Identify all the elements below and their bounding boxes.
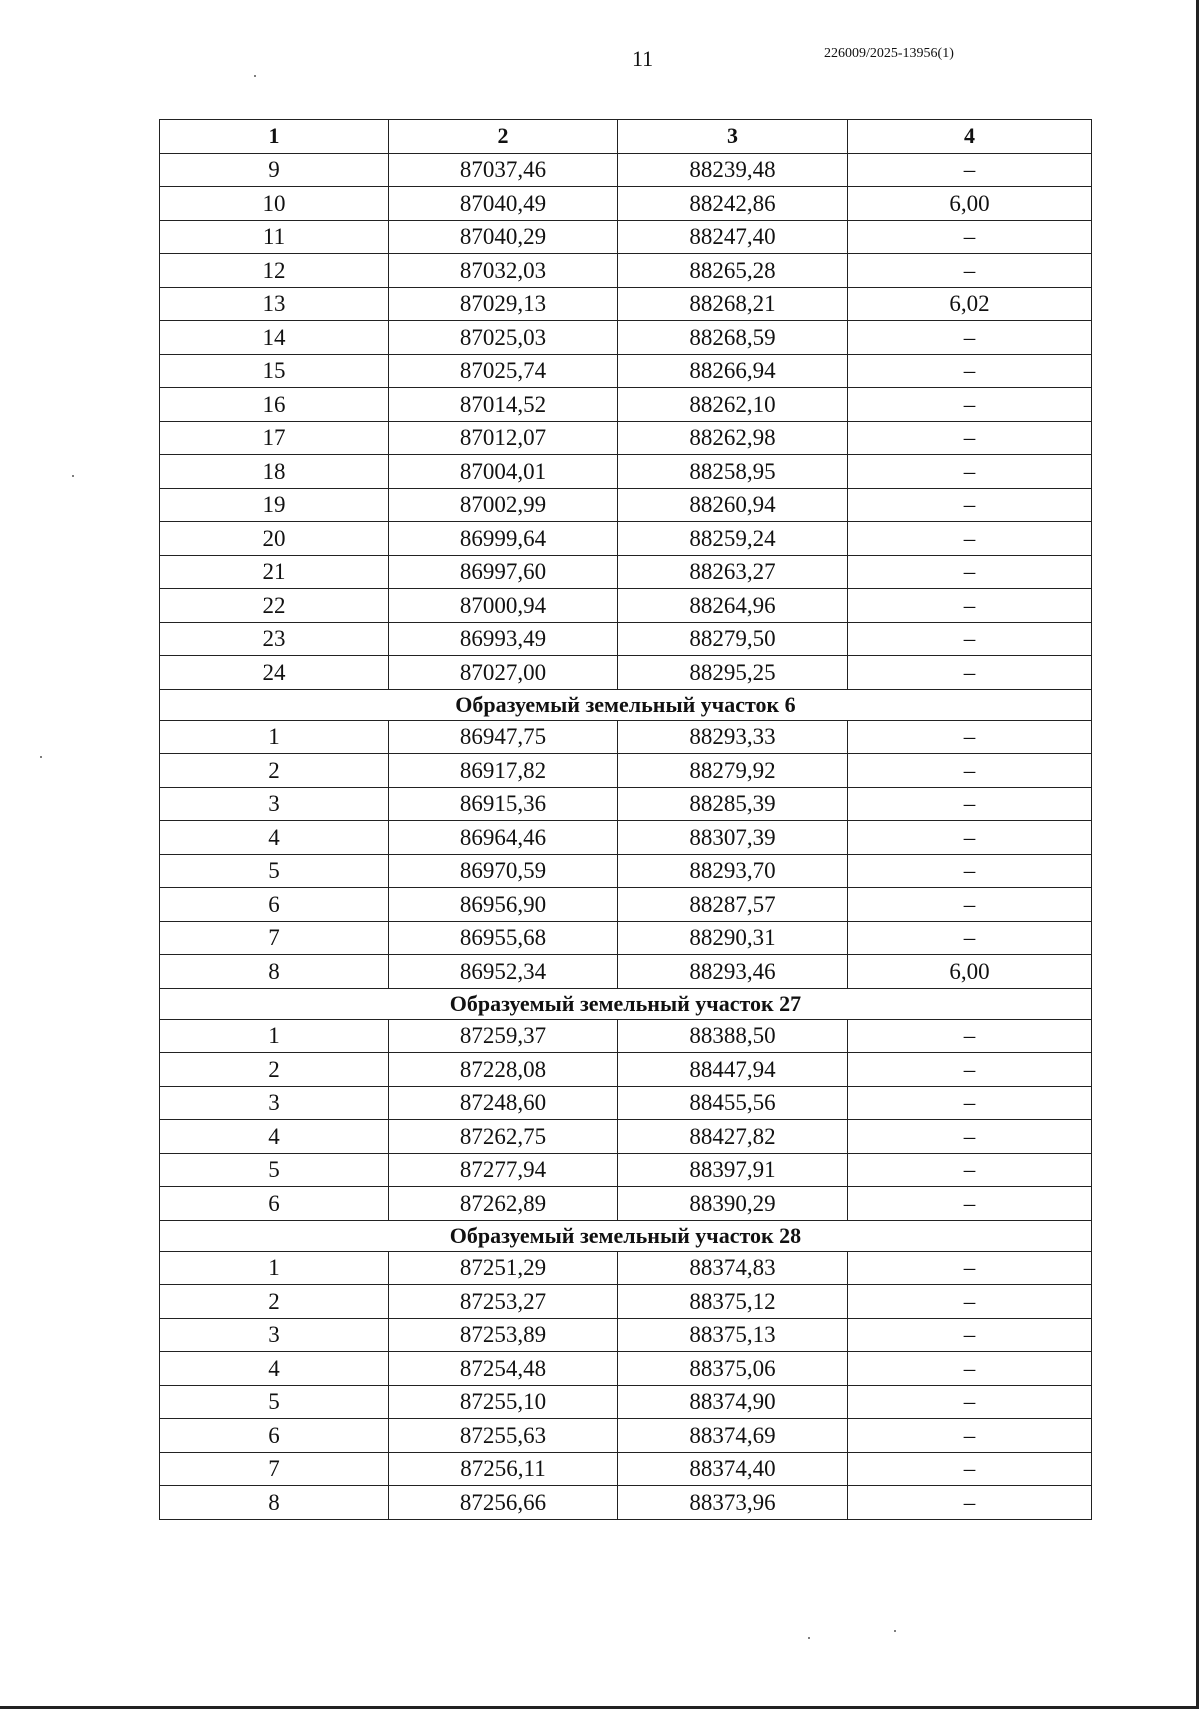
y-coordinate-cell: 88374,40 (618, 1452, 848, 1486)
value-cell: – (848, 821, 1092, 855)
point-number-cell: 24 (160, 656, 389, 690)
table-row (160, 1486, 1092, 1520)
point-number-cell: 2 (160, 754, 389, 788)
column-header: 3 (618, 120, 848, 154)
point-number-cell: 18 (160, 455, 389, 489)
table-row (160, 1352, 1092, 1386)
y-coordinate-cell: 88262,10 (618, 388, 848, 422)
y-coordinate-cell: 88374,69 (618, 1419, 848, 1453)
document-id: 226009/2025-13956(1) (824, 46, 954, 61)
table-row (160, 187, 1092, 221)
y-coordinate-cell: 88259,24 (618, 522, 848, 556)
column-header: 4 (848, 120, 1092, 154)
table-row (160, 488, 1092, 522)
y-coordinate-cell: 88264,96 (618, 589, 848, 623)
value-cell: – (848, 555, 1092, 589)
point-number-cell: 20 (160, 522, 389, 556)
point-number-cell: 8 (160, 955, 389, 989)
value-cell: – (848, 1153, 1092, 1187)
y-coordinate-cell: 88262,98 (618, 421, 848, 455)
scan-speck (72, 475, 74, 477)
value-cell: – (848, 354, 1092, 388)
x-coordinate-cell: 87025,03 (389, 321, 618, 355)
x-coordinate-cell: 87255,10 (389, 1385, 618, 1419)
section-title: Образуемый земельный участок 27 (160, 988, 1092, 1019)
table-row (160, 1419, 1092, 1453)
table-row (160, 354, 1092, 388)
x-coordinate-cell: 86993,49 (389, 622, 618, 656)
point-number-cell: 19 (160, 488, 389, 522)
x-coordinate-cell: 86997,60 (389, 555, 618, 589)
table-row (160, 1251, 1092, 1285)
point-number-cell: 23 (160, 622, 389, 656)
x-coordinate-cell: 86917,82 (389, 754, 618, 788)
point-number-cell: 17 (160, 421, 389, 455)
x-coordinate-cell: 87037,46 (389, 153, 618, 187)
x-coordinate-cell: 87002,99 (389, 488, 618, 522)
point-number-cell: 6 (160, 888, 389, 922)
point-number-cell: 7 (160, 1452, 389, 1486)
value-cell: – (848, 1419, 1092, 1453)
scan-speck (40, 756, 42, 758)
y-coordinate-cell: 88374,83 (618, 1251, 848, 1285)
y-coordinate-cell: 88287,57 (618, 888, 848, 922)
table-row (160, 220, 1092, 254)
point-number-cell: 15 (160, 354, 389, 388)
coordinates-table (159, 119, 1092, 1520)
table-row (160, 622, 1092, 656)
y-coordinate-cell: 88263,27 (618, 555, 848, 589)
point-number-cell: 14 (160, 321, 389, 355)
table-row (160, 254, 1092, 288)
table-row (160, 1153, 1092, 1187)
point-number-cell: 13 (160, 287, 389, 321)
x-coordinate-cell: 87032,03 (389, 254, 618, 288)
x-coordinate-cell: 87012,07 (389, 421, 618, 455)
value-cell: – (848, 1120, 1092, 1154)
value-cell: – (848, 1452, 1092, 1486)
value-cell: – (848, 421, 1092, 455)
y-coordinate-cell: 88242,86 (618, 187, 848, 221)
value-cell: – (848, 254, 1092, 288)
point-number-cell: 2 (160, 1053, 389, 1087)
y-coordinate-cell: 88279,50 (618, 622, 848, 656)
value-cell: – (848, 754, 1092, 788)
x-coordinate-cell: 87253,89 (389, 1318, 618, 1352)
x-coordinate-cell: 87248,60 (389, 1086, 618, 1120)
x-coordinate-cell: 87027,00 (389, 656, 618, 690)
x-coordinate-cell: 87025,74 (389, 354, 618, 388)
y-coordinate-cell: 88239,48 (618, 153, 848, 187)
value-cell: – (848, 522, 1092, 556)
page-number: 11 (632, 46, 654, 71)
x-coordinate-cell: 86956,90 (389, 888, 618, 922)
point-number-cell: 1 (160, 1251, 389, 1285)
column-header: 2 (389, 120, 618, 154)
table-row (160, 854, 1092, 888)
point-number-cell: 6 (160, 1419, 389, 1453)
y-coordinate-cell: 88375,12 (618, 1285, 848, 1319)
x-coordinate-cell: 86955,68 (389, 921, 618, 955)
value-cell: – (848, 1251, 1092, 1285)
table-row (160, 321, 1092, 355)
point-number-cell: 3 (160, 1086, 389, 1120)
value-cell: – (848, 220, 1092, 254)
y-coordinate-cell: 88390,29 (618, 1187, 848, 1221)
y-coordinate-cell: 88285,39 (618, 787, 848, 821)
table-row (160, 1086, 1092, 1120)
y-coordinate-cell: 88265,28 (618, 254, 848, 288)
x-coordinate-cell: 87262,75 (389, 1120, 618, 1154)
value-cell: – (848, 1285, 1092, 1319)
table-row (160, 821, 1092, 855)
table-row (160, 1452, 1092, 1486)
y-coordinate-cell: 88455,56 (618, 1086, 848, 1120)
table-row (160, 754, 1092, 788)
table-row (160, 287, 1092, 321)
x-coordinate-cell: 86964,46 (389, 821, 618, 855)
x-coordinate-cell: 87004,01 (389, 455, 618, 489)
table-row (160, 1053, 1092, 1087)
point-number-cell: 7 (160, 921, 389, 955)
point-number-cell: 3 (160, 1318, 389, 1352)
table-row (160, 589, 1092, 623)
table-row (160, 153, 1092, 187)
point-number-cell: 1 (160, 1019, 389, 1053)
point-number-cell: 9 (160, 153, 389, 187)
value-cell: – (848, 1019, 1092, 1053)
scan-speck (894, 1630, 896, 1632)
scan-speck (254, 75, 256, 77)
table-row (160, 1285, 1092, 1319)
y-coordinate-cell: 88293,70 (618, 854, 848, 888)
value-cell: – (848, 921, 1092, 955)
table-row (160, 455, 1092, 489)
section-header-row (160, 1220, 1092, 1251)
x-coordinate-cell: 86999,64 (389, 522, 618, 556)
table-row (160, 787, 1092, 821)
x-coordinate-cell: 86952,34 (389, 955, 618, 989)
x-coordinate-cell: 87256,11 (389, 1452, 618, 1486)
y-coordinate-cell: 88266,94 (618, 354, 848, 388)
point-number-cell: 6 (160, 1187, 389, 1221)
value-cell: 6,00 (848, 955, 1092, 989)
y-coordinate-cell: 88397,91 (618, 1153, 848, 1187)
point-number-cell: 12 (160, 254, 389, 288)
table-row (160, 1187, 1092, 1221)
table-row (160, 888, 1092, 922)
column-header: 1 (160, 120, 389, 154)
value-cell: – (848, 1318, 1092, 1352)
y-coordinate-cell: 88260,94 (618, 488, 848, 522)
table-row (160, 656, 1092, 690)
table-row (160, 421, 1092, 455)
table-row (160, 1120, 1092, 1154)
x-coordinate-cell: 87277,94 (389, 1153, 618, 1187)
y-coordinate-cell: 88293,46 (618, 955, 848, 989)
y-coordinate-cell: 88295,25 (618, 656, 848, 690)
y-coordinate-cell: 88427,82 (618, 1120, 848, 1154)
table-row (160, 720, 1092, 754)
point-number-cell: 5 (160, 854, 389, 888)
x-coordinate-cell: 87259,37 (389, 1019, 618, 1053)
y-coordinate-cell: 88447,94 (618, 1053, 848, 1087)
section-title: Образуемый земельный участок 6 (160, 689, 1092, 720)
x-coordinate-cell: 87014,52 (389, 388, 618, 422)
x-coordinate-cell: 87228,08 (389, 1053, 618, 1087)
table-row (160, 555, 1092, 589)
y-coordinate-cell: 88279,92 (618, 754, 848, 788)
y-coordinate-cell: 88375,06 (618, 1352, 848, 1386)
table-row (160, 1318, 1092, 1352)
y-coordinate-cell: 88268,21 (618, 287, 848, 321)
point-number-cell: 5 (160, 1385, 389, 1419)
y-coordinate-cell: 88307,39 (618, 821, 848, 855)
y-coordinate-cell: 88290,31 (618, 921, 848, 955)
value-cell: 6,02 (848, 287, 1092, 321)
x-coordinate-cell: 86970,59 (389, 854, 618, 888)
value-cell: – (848, 321, 1092, 355)
y-coordinate-cell: 88373,96 (618, 1486, 848, 1520)
y-coordinate-cell: 88258,95 (618, 455, 848, 489)
value-cell: – (848, 656, 1092, 690)
y-coordinate-cell: 88374,90 (618, 1385, 848, 1419)
section-header-row (160, 689, 1092, 720)
y-coordinate-cell: 88388,50 (618, 1019, 848, 1053)
point-number-cell: 10 (160, 187, 389, 221)
value-cell: – (848, 153, 1092, 187)
x-coordinate-cell: 87029,13 (389, 287, 618, 321)
value-cell: – (848, 589, 1092, 623)
value-cell: – (848, 1053, 1092, 1087)
table-row (160, 522, 1092, 556)
value-cell: – (848, 720, 1092, 754)
table-row (160, 1019, 1092, 1053)
x-coordinate-cell: 87256,66 (389, 1486, 618, 1520)
x-coordinate-cell: 87254,48 (389, 1352, 618, 1386)
table-header-row (160, 120, 1092, 154)
y-coordinate-cell: 88268,59 (618, 321, 848, 355)
point-number-cell: 8 (160, 1486, 389, 1520)
x-coordinate-cell: 86915,36 (389, 787, 618, 821)
x-coordinate-cell: 87040,49 (389, 187, 618, 221)
point-number-cell: 3 (160, 787, 389, 821)
point-number-cell: 22 (160, 589, 389, 623)
value-cell: – (848, 854, 1092, 888)
point-number-cell: 4 (160, 1352, 389, 1386)
x-coordinate-cell: 87262,89 (389, 1187, 618, 1221)
x-coordinate-cell: 87255,63 (389, 1419, 618, 1453)
point-number-cell: 1 (160, 720, 389, 754)
x-coordinate-cell: 87000,94 (389, 589, 618, 623)
point-number-cell: 5 (160, 1153, 389, 1187)
value-cell: – (848, 888, 1092, 922)
section-header-row (160, 988, 1092, 1019)
x-coordinate-cell: 86947,75 (389, 720, 618, 754)
value-cell: – (848, 1486, 1092, 1520)
value-cell: – (848, 1086, 1092, 1120)
point-number-cell: 2 (160, 1285, 389, 1319)
table-row (160, 388, 1092, 422)
value-cell: – (848, 488, 1092, 522)
x-coordinate-cell: 87253,27 (389, 1285, 618, 1319)
point-number-cell: 4 (160, 1120, 389, 1154)
point-number-cell: 4 (160, 821, 389, 855)
value-cell: 6,00 (848, 187, 1092, 221)
value-cell: – (848, 1385, 1092, 1419)
table-row (160, 921, 1092, 955)
point-number-cell: 16 (160, 388, 389, 422)
y-coordinate-cell: 88247,40 (618, 220, 848, 254)
y-coordinate-cell: 88293,33 (618, 720, 848, 754)
value-cell: – (848, 455, 1092, 489)
scan-speck (808, 1637, 810, 1639)
x-coordinate-cell: 87251,29 (389, 1251, 618, 1285)
value-cell: – (848, 388, 1092, 422)
x-coordinate-cell: 87040,29 (389, 220, 618, 254)
point-number-cell: 21 (160, 555, 389, 589)
value-cell: – (848, 787, 1092, 821)
value-cell: – (848, 1187, 1092, 1221)
table-row (160, 1385, 1092, 1419)
value-cell: – (848, 622, 1092, 656)
point-number-cell: 11 (160, 220, 389, 254)
section-title: Образуемый земельный участок 28 (160, 1220, 1092, 1251)
value-cell: – (848, 1352, 1092, 1386)
table-row (160, 955, 1092, 989)
y-coordinate-cell: 88375,13 (618, 1318, 848, 1352)
